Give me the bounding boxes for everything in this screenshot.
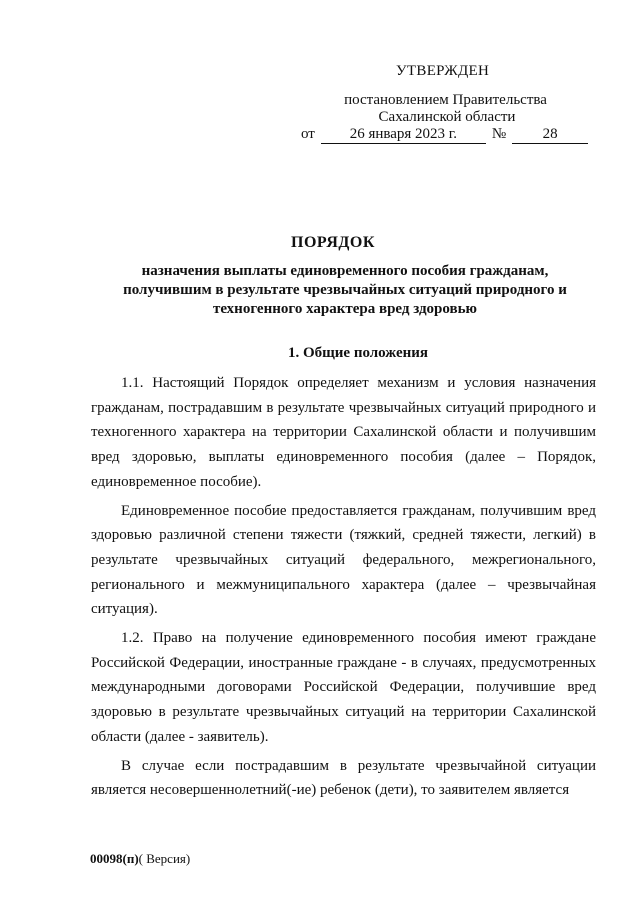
section-heading: 1. Общие положения bbox=[287, 345, 429, 361]
approval-line-decree bbox=[0, 92, 636, 109]
approval-line-decree-text: постановлением Правительства bbox=[344, 92, 547, 108]
approval-line-region: Сахалинской области bbox=[378, 109, 516, 125]
paragraph: В случае если пострадавшим в результате чрезвычайной ситуации является несовершеннолетний(-ие) ребенок (дети), то заявителем является bbox=[91, 757, 596, 799]
document-subtitle: назначения выплаты единовременного пособия гражданам, получившим в результате чрезвычайных ситуаций природного и техногенного характера вред здоровью bbox=[123, 263, 567, 317]
footer-code bbox=[90, 851, 190, 867]
document-title: ПОРЯДОК bbox=[291, 234, 375, 251]
number-label: № bbox=[491, 126, 507, 142]
approval-date-line bbox=[301, 126, 588, 144]
footer-version: ( Версия) bbox=[138, 851, 191, 866]
approval-number: 28 bbox=[512, 126, 588, 144]
from-label: от bbox=[301, 126, 315, 142]
paragraph: 1.1. Настоящий Порядок определяет механизм и условия назначения гражданам, пострадавшим в результате чрезвычайных ситуаций природного и техногенного характера на территории Сахалинской области и получившим вред здоровью, выплаты единовременного пособия (далее – Порядок, единовременное пособие). bbox=[91, 375, 596, 490]
footer-code-number: 00098(п) bbox=[90, 851, 139, 866]
paragraph: Единовременное пособие предоставляется гражданам, получившим вред здоровью различной степени тяжести (тяжкий, средней тяжести, легкий) в результате чрезвычайных ситуаций федерального, межрегионального, регионального и межмуниципального характера (далее – чрезвычайная ситуация). bbox=[91, 502, 596, 618]
approval-date: 26 января 2023 г. bbox=[321, 126, 486, 144]
paragraph: 1.2. Право на получение единовременного пособия имеют граждане Российской Федерации, иностранные граждане - в случаях, предусмотренных международными договорами Российской Федерации, получившие вред здоровью в результате чрезвычайных ситуаций на территории Сахалинской области (далее - заявитель). bbox=[91, 630, 596, 745]
approval-heading: УТВЕРЖДЕН bbox=[396, 63, 490, 79]
document-body bbox=[91, 371, 596, 807]
